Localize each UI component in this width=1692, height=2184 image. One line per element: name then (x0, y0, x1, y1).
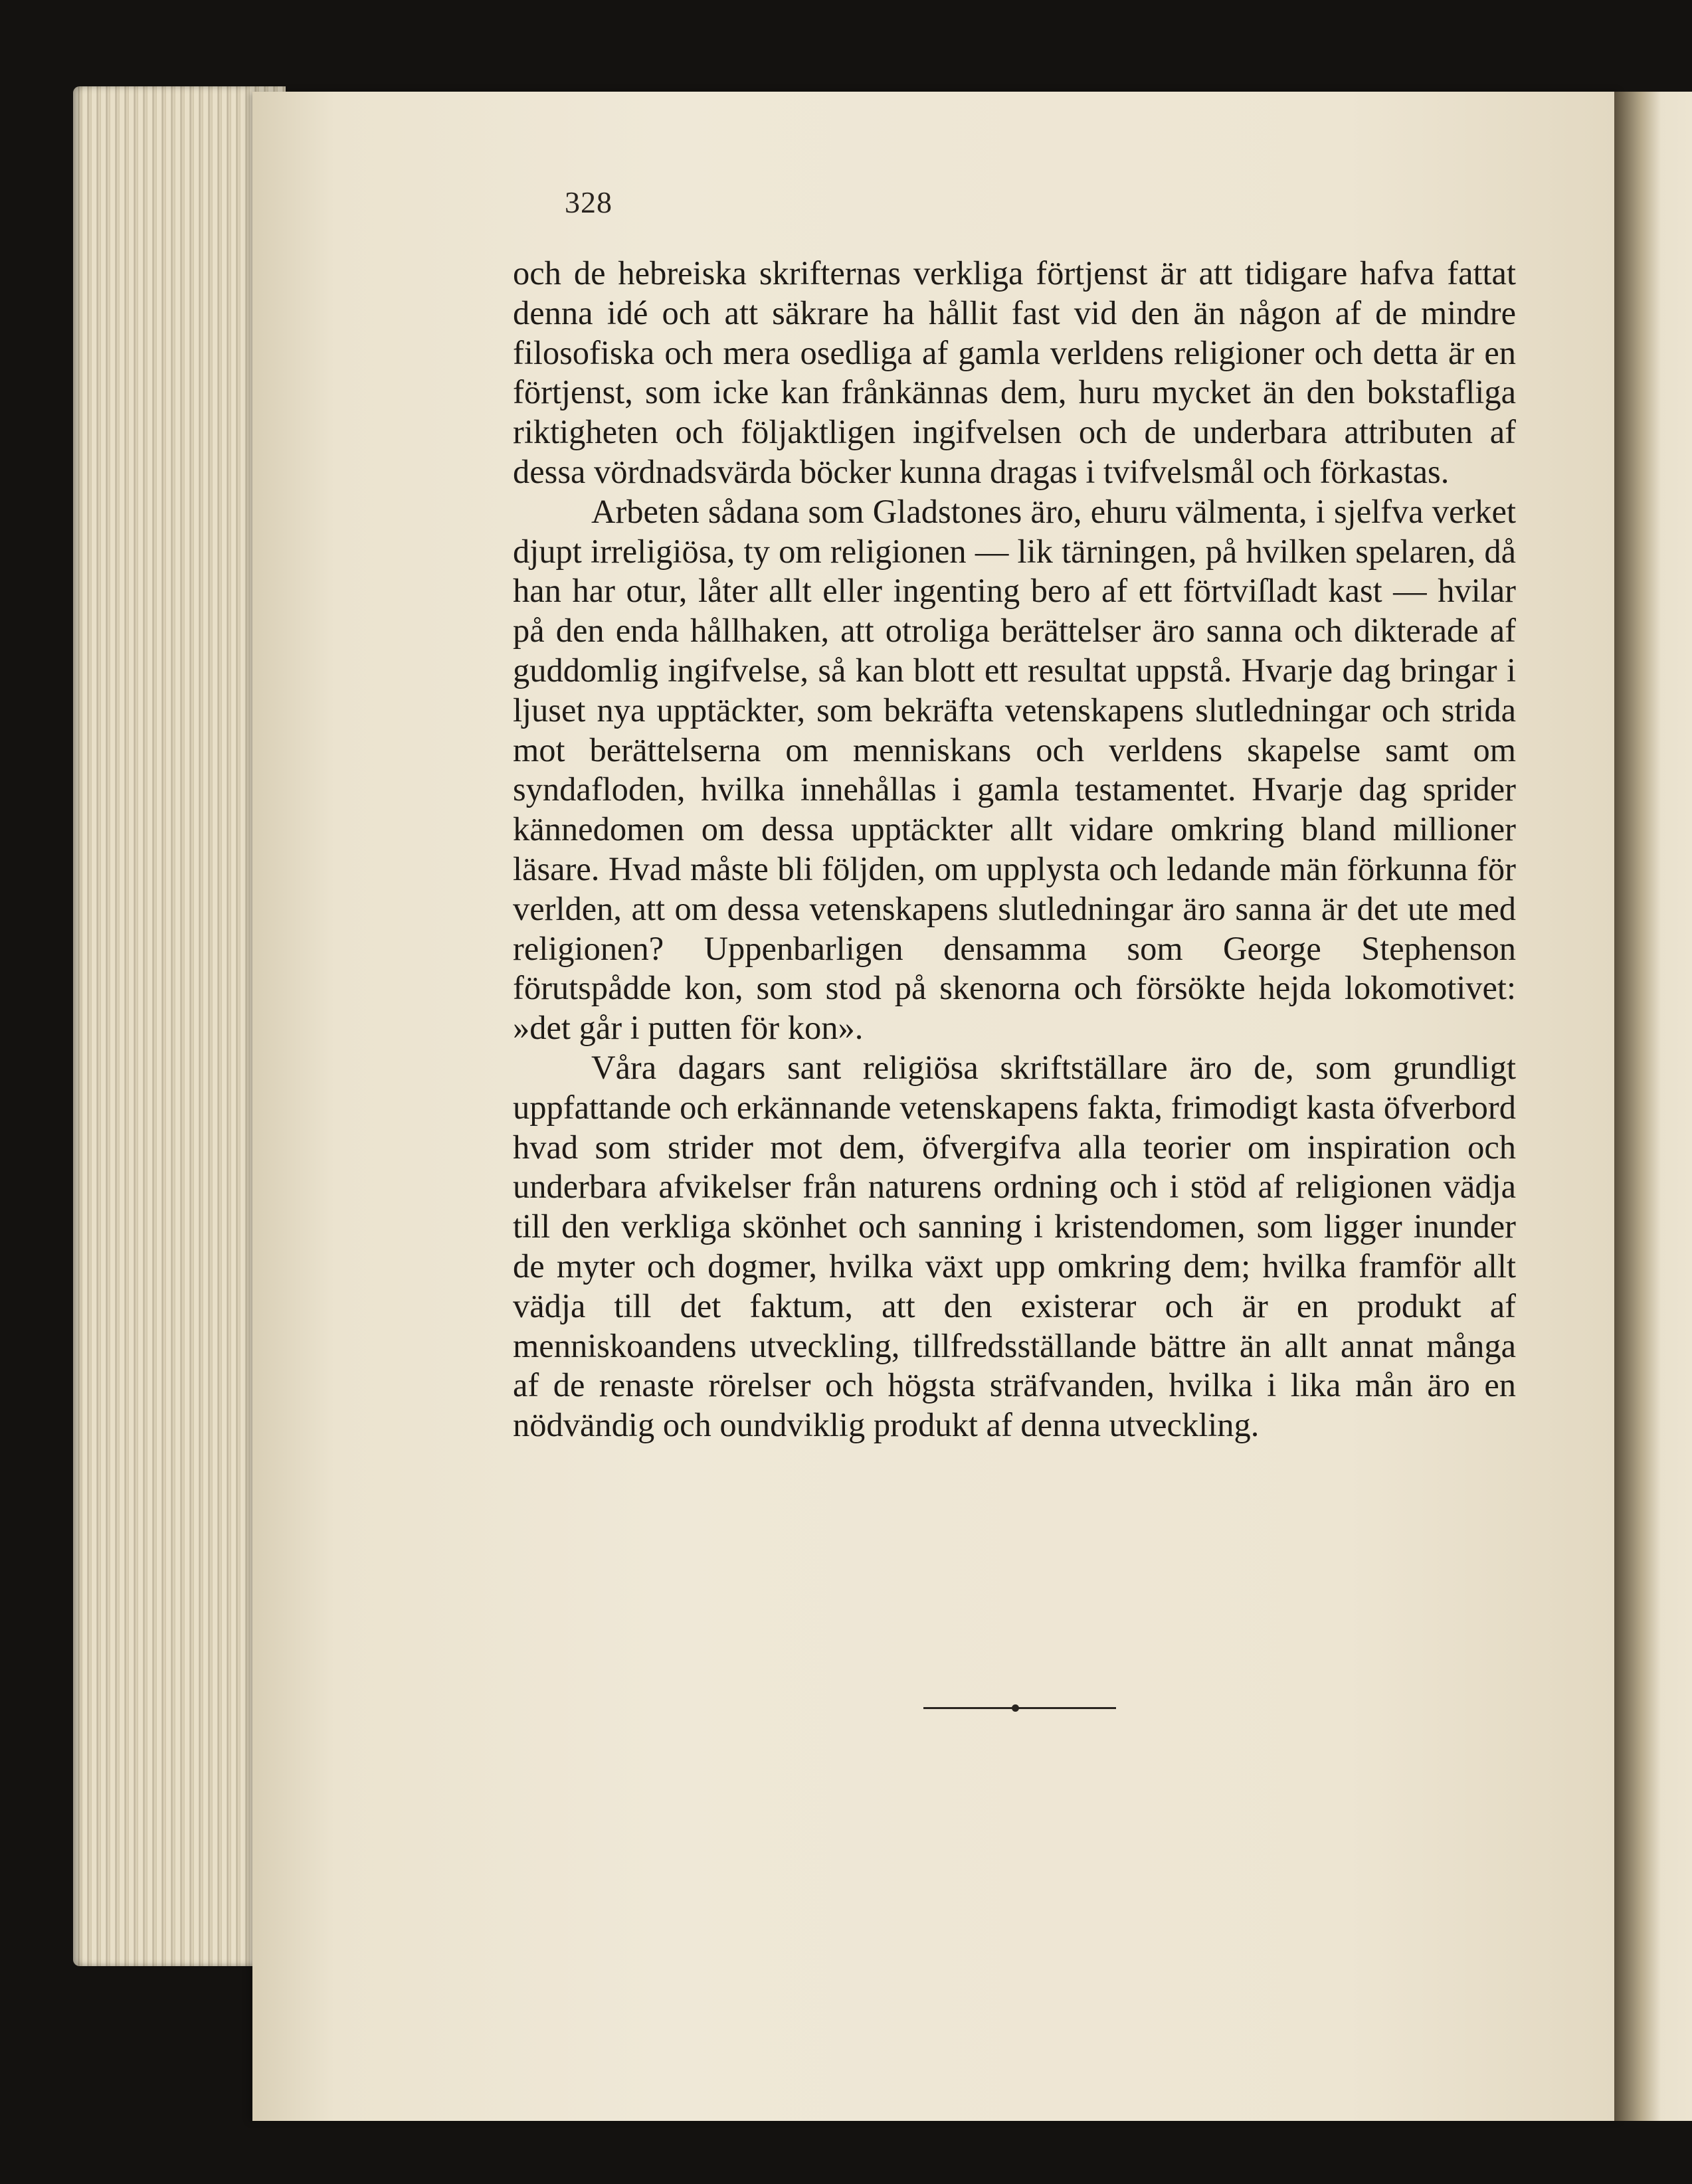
opposite-page-edge (1614, 92, 1692, 2121)
paragraph: Våra dagars sant religiösa skriftställare äro de, som grundligt uppfattande och erkännande vetenskapens fakta, frimodigt kasta öfverbord hvad som strider mot dem, öfvergifva alla teorier om inspiration och underbara afvikelser från naturens ordning och i stöd af religionen vädja till den verkliga skönhet och sanning i kristendomen, som ligger inunder de myter och dogmer, hvilka växt upp omkring dem; hvilka framför allt vädja till det faktum, att den existerar och är en produkt af menniskoandens utveckling, tillfredsställande bättre än allt annat många af de renaste rörelser och högsta sträfvanden, hvilka i lika mån äro en nödvändig och oundviklig produkt af denna utveckling. (513, 1048, 1516, 1444)
rule-ornament-dot (1012, 1704, 1019, 1712)
section-end-rule (923, 1707, 1116, 1709)
body-text (513, 254, 1516, 1445)
paragraph: och de hebreiska skrifternas verkliga förtjenst är att tidigare hafva fattat denna idé och att säkrare ha hållit fast vid den än någon af de mindre filosofiska och mera osedliga af gamla verldens religioner och detta är en förtjenst, som icke kan frånkännas dem, huru mycket än den bokstafliga riktigheten och följaktligen ingifvelsen och de underbara attributen af dessa vördnadsvärda böcker kunna dragas i tvifvelsmål och förkastas. (513, 254, 1516, 490)
page-number: 328 (565, 185, 612, 219)
paragraph: Arbeten sådana som Gladstones äro, ehuru välmenta, i sjelfva verket djupt irreligiösa, ty om religionen — lik tärningen, på hvilken spelaren, då han har otur, låter allt eller ingenting bero af ett förtviſladt kast — hvilar på den enda hållhaken, att otroliga berättelser äro sanna och dikterade af guddomlig ingifvelse, så kan blott ett resultat uppstå. Hvarje dag bringar i ljuset nya upptäckter, som bekräfta vetenskapens slutledningar och strida mot berättelserna om menniskans och verldens skapelse samt om syndafloden, hvilka innehållas i gamla testamentet. Hvarje dag sprider kännedomen om dessa upptäckter allt vidare omkring bland millioner läsare. Hvad måste bli följden, om upplysta och ledande män förkunna för verlden, att om dessa vetenskapens slutledningar äro sanna är det ute med religionen? Uppenbarligen densamma som George Stephenson förutspådde kon, som stod på skenorna och försökte hejda lokomotivet: »det går i putten för kon». (513, 492, 1516, 1047)
